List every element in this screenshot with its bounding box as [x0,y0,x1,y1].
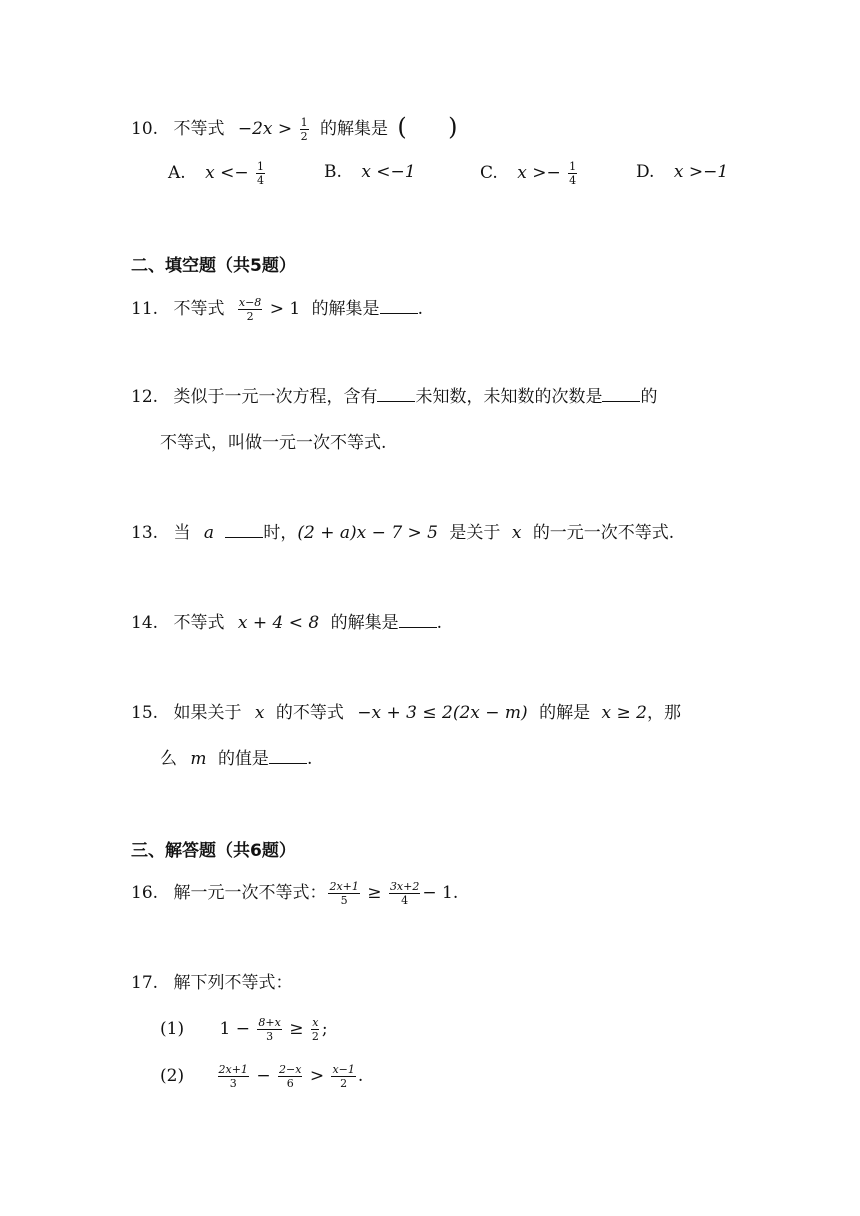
question-12-line2: 不等式，叫做一元一次不等式. [160,433,387,453]
punctuation: ; [321,1019,328,1039]
option-d [636,160,728,184]
variable: x [511,523,522,543]
answer-blank [399,611,437,628]
variable: m [190,749,207,769]
question-text: 的不等式 [275,703,344,723]
question-text: 解一元一次不等式： [173,883,327,903]
fraction: $\frac{8+x}{3}$ [258,1016,281,1043]
part-label: (1) [160,1019,185,1039]
question-15-line2 [160,747,312,771]
inequality: x + 4 < 8 [237,613,320,633]
question-number: 17. [131,973,159,993]
answer-blank [377,385,415,402]
inequality: −x + 3 ≤ 2(2x − m) [357,703,528,723]
option-b [324,160,416,184]
question-text: 解下列不等式： [173,973,293,993]
question-text: 的解集是 [319,119,388,139]
question-number: 12. [131,387,159,407]
inequality: > 1 [269,299,301,319]
punctuation: . [436,613,442,633]
question-text: 不等式 [173,613,225,633]
fraction: $\frac{x-8}{2}$ [238,296,262,323]
question-10 [131,114,458,143]
question-text: 的解是 [539,703,591,723]
fraction: $\frac{1}{2}$ [300,116,308,143]
fraction: $\frac{2x+1}{3}$ [218,1063,248,1090]
fraction: $\frac{x}{2}$ [311,1016,319,1043]
question-14 [131,611,442,635]
section-heading: 二、填空题（共5题） [131,256,296,276]
question-16 [131,880,458,907]
punctuation: . [357,1066,364,1086]
solution: x ≥ 2 [601,703,647,723]
question-text: 的 [640,387,658,407]
question-17-part-1 [160,1016,328,1043]
fraction: $\frac{2x+1}{5}$ [329,880,359,907]
question-text: 是关于 [449,523,501,543]
fraction: $\frac{3x+2}{4}$ [389,880,420,907]
option-expr: x >−1 [673,162,729,182]
inequality: −2x > [237,119,293,139]
option-c [480,160,579,187]
question-12 [131,385,657,409]
question-text: 如果关于 [173,703,242,723]
fraction: $\frac{1}{4}$ [256,160,264,187]
question-text: 时， [263,523,298,543]
expression: 1 − [219,1019,250,1039]
question-text: 的值是 [217,749,269,769]
question-11 [131,296,423,323]
section-heading: 三、解答题（共6题） [131,841,296,861]
question-text: 当 [173,523,191,543]
question-17-part-2 [160,1063,363,1090]
fraction: $\frac{1}{4}$ [569,160,577,187]
answer-paren-close: ) [448,113,458,141]
fraction: $\frac{2-x}{6}$ [278,1063,302,1090]
question-text: 未知数，未知数的次数是 [415,387,603,407]
option-expr: x <− [205,163,249,183]
question-number: 16. [131,883,159,903]
question-number: 10. [131,119,159,139]
question-15 [131,701,681,725]
inequality: (2 + a)x − 7 > 5 [297,523,438,543]
fraction: $\frac{x-1}{2}$ [332,1063,355,1090]
answer-blank [380,297,418,314]
operator: − [256,1066,271,1086]
part-label: (2) [160,1066,185,1086]
question-13 [131,521,674,545]
variable: x [254,703,265,723]
question-text: 类似于一元一次方程，含有 [173,387,378,407]
question-17 [131,971,292,995]
question-text: ，那 [646,703,681,723]
question-number: 11. [131,299,159,319]
operator: ≥ [289,1019,304,1039]
option-expr: x <−1 [361,162,416,182]
answer-blank [602,385,640,402]
question-number: 14. [131,613,159,633]
answer-blank [225,521,263,538]
option-label: A. [168,163,186,183]
expression-tail: − 1. [422,883,459,903]
operator: ≥ [367,883,382,903]
operator: > [309,1066,325,1086]
variable: a [203,523,214,543]
question-text: 的解集是 [330,613,399,633]
option-label: D. [636,162,655,182]
option-label: C. [480,163,498,183]
answer-paren-open: ( [397,113,407,141]
question-text: 不等式 [173,299,225,319]
punctuation: . [417,299,423,319]
question-number: 13. [131,523,159,543]
punctuation: . [306,749,313,769]
answer-blank [269,747,307,764]
option-label: B. [324,162,342,182]
question-text: 的一元一次不等式. [532,523,675,543]
question-text: 不等式 [173,119,225,139]
question-text: 的解集是 [311,299,380,319]
option-expr: x >− [517,163,561,183]
question-text: 么 [160,749,177,769]
option-a [168,160,267,187]
question-number: 15. [131,703,159,723]
